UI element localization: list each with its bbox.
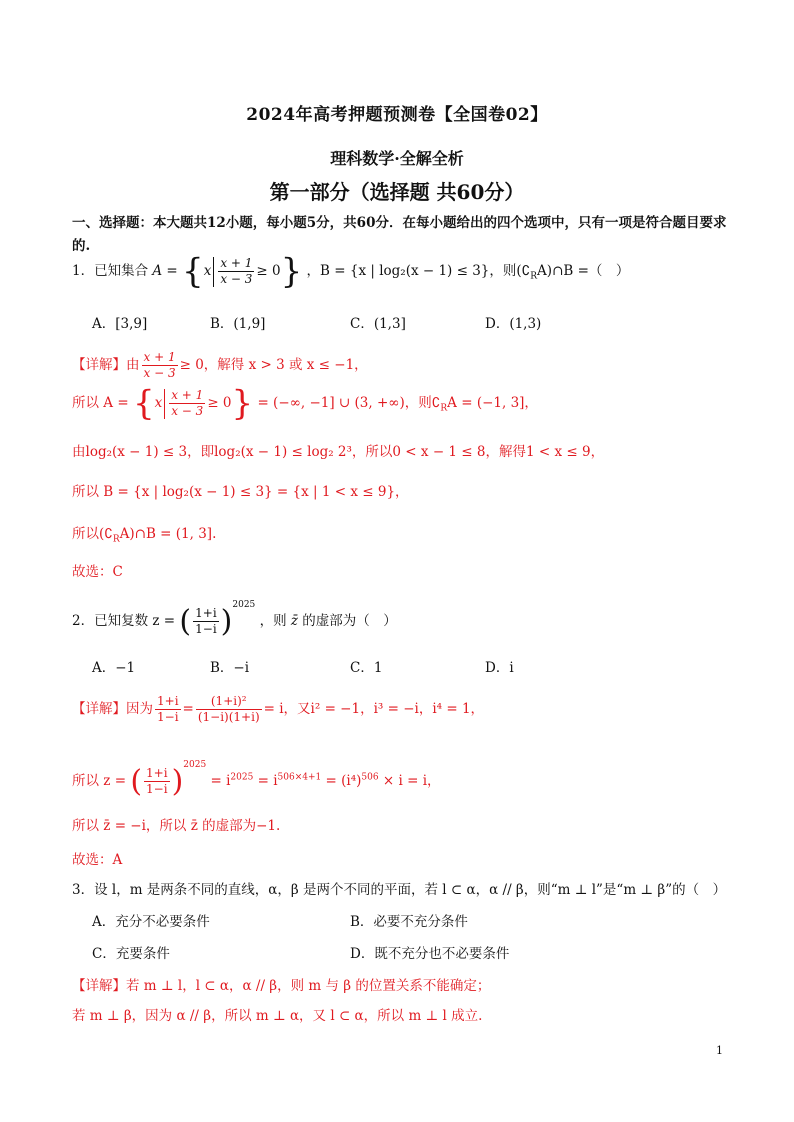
question-number: 3． (72, 882, 95, 898)
option-c: C．1 (350, 660, 383, 676)
option-a: A．−1 (92, 660, 136, 676)
option-d: D．i (485, 660, 514, 676)
question-number: 1． (72, 263, 95, 279)
section-intro: 一、选择题：本大题共12小题，每小题5分，共60分．在每小题给出的四个选项中，只有一项是符合题目要求的. (72, 215, 727, 254)
fraction: $\frac{1+i}{1-i}$ (146, 766, 168, 796)
detail-tag: 【详解】 (72, 978, 126, 994)
fraction: $\frac{x + 1}{x - 3}$ (171, 388, 204, 418)
set-var: x (203, 263, 212, 279)
option-d: D．既不充分也不必要条件 (350, 946, 510, 962)
part-heading: 第一部分（选择题 共60分） (269, 180, 525, 204)
set-a-label: A = (152, 263, 178, 279)
answer: 故选：C (72, 564, 123, 580)
left-brace: { (182, 251, 204, 292)
option-a: A．充分不必要条件 (92, 914, 210, 930)
fraction: $\frac{1+i}{1-i}$ (157, 694, 179, 724)
fraction: $\frac{x + 1}{x - 3}$ (220, 256, 253, 286)
right-brace: } (280, 251, 303, 292)
question-3: 3．设 l，m 是两条不同的直线，α，β 是两个不同的平面，若 l ⊂ α，α // β，则“m ⊥ l”是“m ⊥ β”的（ ） (72, 882, 727, 898)
option-c: C．(1,3] (350, 316, 406, 332)
detail-line: 所以$(∁_RA)\cap B = (1$, 3]. (72, 526, 217, 545)
option-b: B．必要不充分条件 (350, 914, 468, 930)
option-d: D．(1,3) (485, 316, 542, 332)
question-1: 1．已知集合 A = {x $\frac{x + 1}{x - 3}$ ≥ 0} ，B = {x | log₂(x − 1) ≤ 3}，则$(∁_RA)\cap B$ =（ ） (72, 251, 630, 292)
fraction: $\frac{x + 1}{x - 3}$ (143, 350, 176, 380)
detail-line: 【详解】若 m ⊥ l，l ⊂ α，α // β，则 m 与 β 的位置关系不能确定； (72, 978, 491, 994)
fraction: $\frac{\text{(1+i)²}}{(1-i)(1+i)}$ (197, 694, 260, 724)
question-number: 2． (72, 613, 95, 629)
page-subtitle: 理科数学·全解全析 (330, 149, 464, 168)
page-title: 2024年高考押题预测卷【全国卷02】 (246, 105, 548, 125)
question-2: 2．已知复数 z = ( $\frac{1+i}{1-i}$ )$^{2025}$ ，则 z̄ 的虚部为（ ） (72, 600, 397, 639)
detail-line: 所以 z = ( $\frac{1+i}{1-i}$ )$^{2025} = i^{2025} = i^{506\times 4+1} = (i^4)^{506} \times i = i$， (72, 760, 441, 799)
option-b: B．(1,9] (210, 316, 266, 332)
detail-line: 若 m ⊥ β，因为 α // β，所以 m ⊥ α，又 l ⊂ α，所以 m ⊥ l 成立. (72, 1008, 483, 1024)
option-a: A．[3,9] (92, 316, 148, 332)
page-number: 1 (716, 1044, 723, 1057)
detail-line: 所以 A = {x $\frac{x + 1}{x - 3}$ ≥ 0} = (−∞, −1] ∪ (3, +∞)，则$∁_RA = (-1$, 3]， (72, 383, 538, 424)
detail-tag: 【详解】 (72, 357, 126, 373)
answer: 故选：A (72, 852, 123, 868)
set-bar (213, 257, 214, 287)
detail-line: 所以 z̄ = −i，所以 z̄ 的虚部为−1. (72, 818, 281, 834)
option-c: C．充要条件 (92, 946, 170, 962)
detail-line: 所以 B = {x | log₂(x − 1) ≤ 3} = {x | 1 < x ≤ 9}， (72, 484, 409, 500)
question-tail: A)∩B =（ ） (537, 263, 630, 279)
option-b: B．−i (210, 660, 250, 676)
fraction: $\frac{1+i}{1-i}$ (195, 606, 217, 636)
set-condition: ≥ 0 (256, 263, 281, 279)
detail-line: 【详解】由 $\frac{x + 1}{x - 3}$ ≥ 0，解得 x > 3 或 x ≤ −1， (72, 350, 368, 380)
question-stem: 已知集合 (94, 263, 149, 279)
detail-tag: 【详解】 (72, 701, 126, 717)
set-b: ，B = {x | log₂(x − 1) ≤ 3}，则(∁ (306, 263, 531, 279)
detail-line: 由log₂(x − 1) ≤ 3，即log₂(x − 1) ≤ log₂ 2³，所以0 < x − 1 ≤ 8，解得1 < x ≤ 9， (72, 444, 605, 460)
detail-line: 【详解】因为 $\frac{1+i}{1-i}$ = $\frac{\text{(1+i)²}}{(1-i)(1+i)}$ = i，又i² = −1，i³ = −i，i⁴ = 1， (72, 694, 485, 724)
